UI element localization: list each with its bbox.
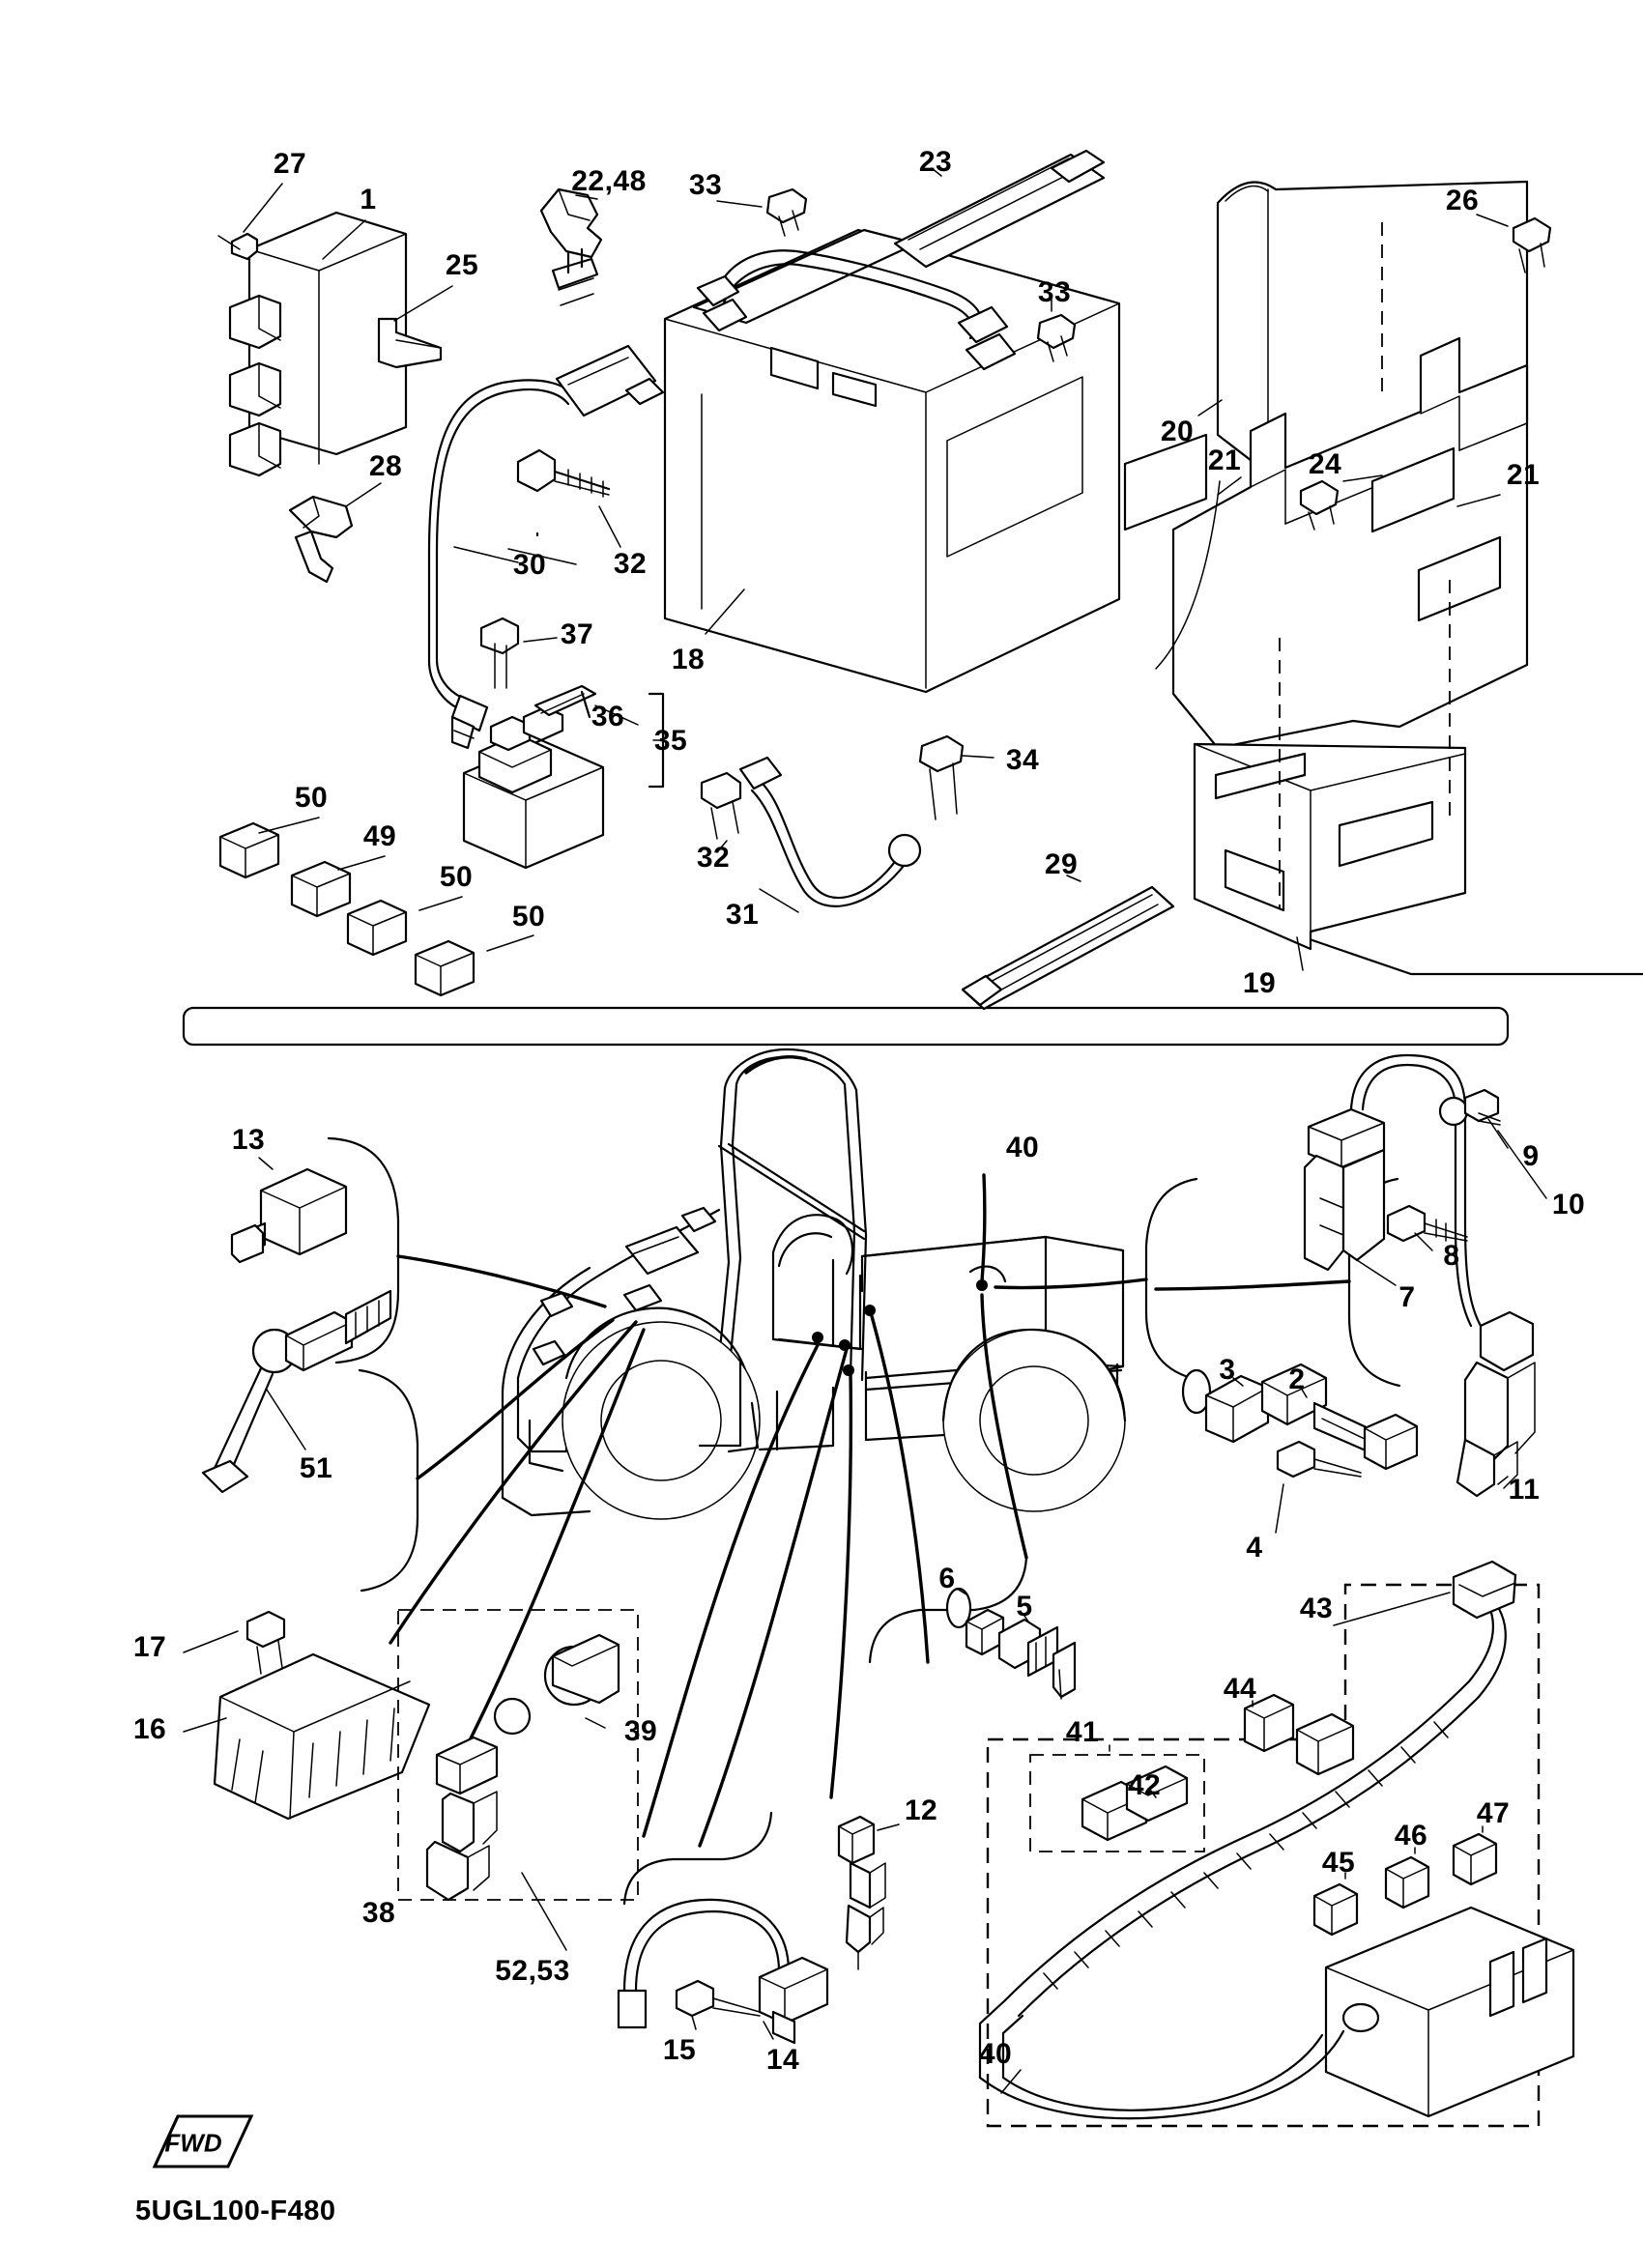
callout-13: 13 xyxy=(231,1124,266,1156)
callout-12: 12 xyxy=(904,1794,938,1826)
callout-3: 3 xyxy=(1219,1354,1236,1386)
callout-32-a: 32 xyxy=(613,548,648,580)
callout-43: 43 xyxy=(1299,1593,1334,1624)
callout-39: 39 xyxy=(623,1715,658,1747)
callout-5: 5 xyxy=(1016,1591,1033,1622)
callout-25: 25 xyxy=(445,249,479,281)
callout-21-b: 21 xyxy=(1506,459,1541,491)
callout-17: 17 xyxy=(132,1631,167,1663)
callout-16: 16 xyxy=(132,1713,167,1745)
callout-46: 46 xyxy=(1394,1820,1428,1852)
callout-10: 10 xyxy=(1551,1189,1586,1220)
callout-49: 49 xyxy=(362,820,397,852)
callout-1: 1 xyxy=(360,184,377,215)
callout-40-a: 40 xyxy=(1005,1132,1040,1163)
callout-36: 36 xyxy=(591,701,625,732)
callout-4: 4 xyxy=(1246,1532,1263,1564)
callout-9: 9 xyxy=(1522,1140,1540,1172)
callout-6: 6 xyxy=(938,1563,956,1594)
callout-15: 15 xyxy=(662,2034,697,2066)
callout-34: 34 xyxy=(1005,744,1040,776)
callout-42: 42 xyxy=(1127,1769,1162,1801)
callout-50-b: 50 xyxy=(439,861,474,893)
callout-44: 44 xyxy=(1223,1673,1257,1705)
callout-8: 8 xyxy=(1443,1240,1460,1272)
callout-22-48: 22,48 xyxy=(571,165,647,197)
callout-52-53: 52,53 xyxy=(495,1955,570,1987)
callout-28: 28 xyxy=(368,450,403,482)
callout-27: 27 xyxy=(273,148,307,180)
callout-7: 7 xyxy=(1398,1281,1416,1313)
callout-50-c: 50 xyxy=(511,901,546,933)
callout-26: 26 xyxy=(1445,185,1480,216)
callout-19: 19 xyxy=(1242,967,1277,999)
callout-35: 35 xyxy=(653,725,688,757)
callout-47: 47 xyxy=(1476,1797,1511,1829)
callout-45: 45 xyxy=(1321,1847,1356,1879)
callout-37: 37 xyxy=(560,618,594,650)
callout-21-a: 21 xyxy=(1207,445,1242,476)
callout-2: 2 xyxy=(1288,1364,1306,1395)
callout-14: 14 xyxy=(765,2044,800,2076)
callout-23: 23 xyxy=(918,146,953,178)
fwd-label: FWD xyxy=(164,2128,222,2158)
callout-38: 38 xyxy=(361,1897,396,1929)
callout-31: 31 xyxy=(725,899,760,931)
callout-33-a: 33 xyxy=(688,169,723,201)
callout-32-b: 32 xyxy=(696,842,731,874)
callout-18: 18 xyxy=(671,644,706,675)
callout-11: 11 xyxy=(1508,1474,1541,1506)
callout-20: 20 xyxy=(1160,416,1195,447)
callout-24: 24 xyxy=(1308,448,1342,480)
callout-50-a: 50 xyxy=(294,782,329,814)
callout-40-b: 40 xyxy=(978,2038,1013,2070)
callout-41: 41 xyxy=(1065,1716,1100,1748)
callout-51: 51 xyxy=(299,1452,333,1484)
callout-29: 29 xyxy=(1044,848,1079,880)
callout-33-b: 33 xyxy=(1037,276,1072,308)
figure-code: 5UGL100-F480 xyxy=(135,2196,336,2226)
callout-30: 30 xyxy=(512,549,547,581)
